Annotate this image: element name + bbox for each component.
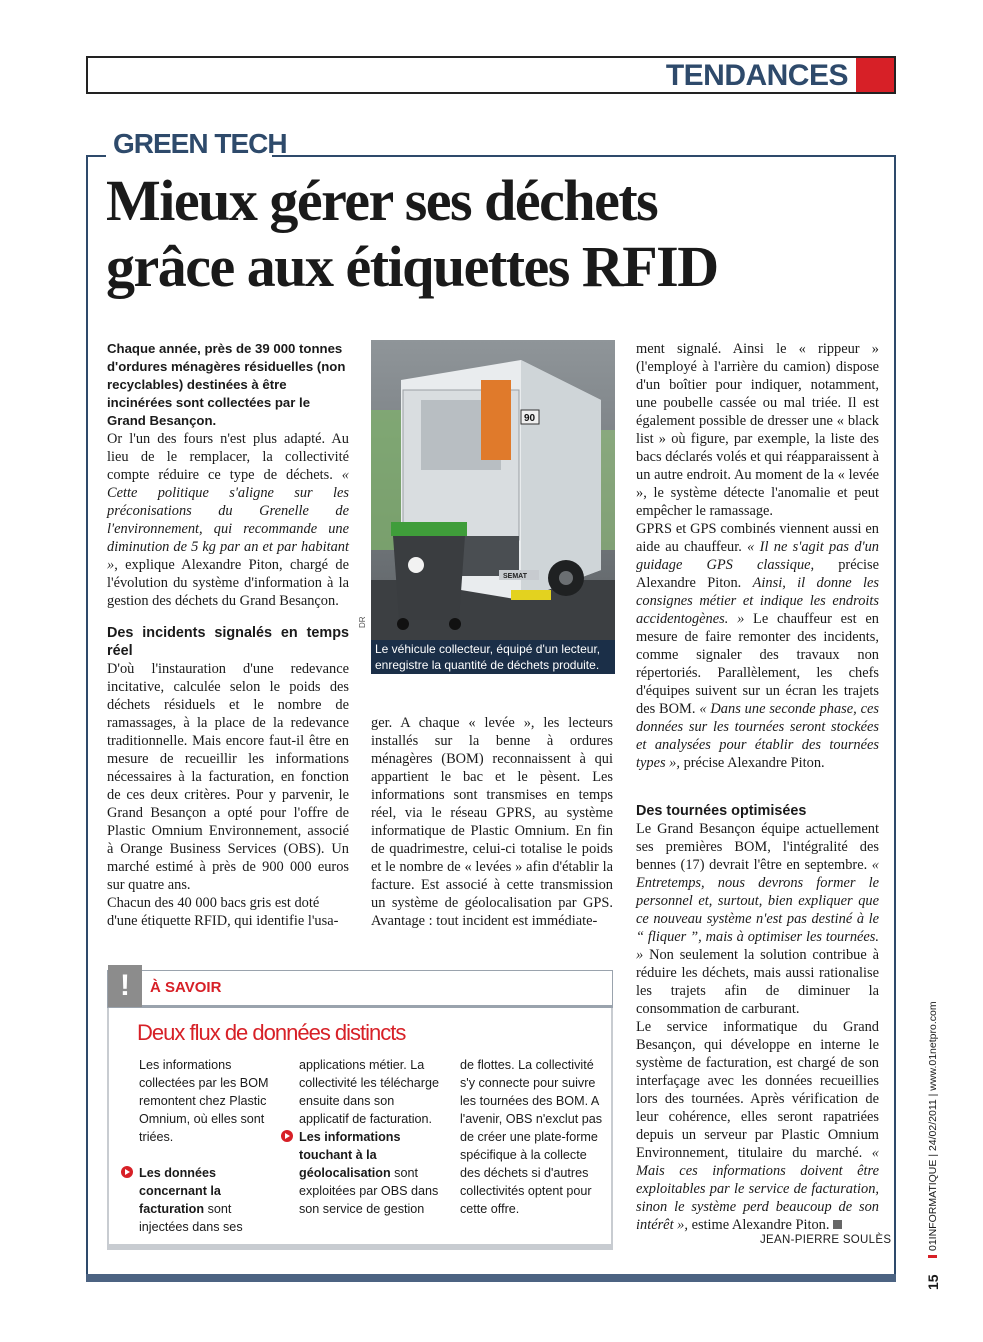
paragraph: ger. A chaque « levée », les lecteurs installés sur la benne à ordures ménagères (BOM) reconnaissent à qui appartient le bac et le pèsent. Les informations sont transmises en temps réel, via le réseau GPRS, au système informatique de Plastic Omnium. En fin de quadrimestre, celui-ci totalise le poids et le nombre de « levées » afin d'établir la facture. Est associé à cette transmission un système de géolocalisation par GPS. Avantage : tout incident est immédiate-	[371, 715, 613, 929]
paragraph-text: Le Grand Besançon équipe actuellement ses premières BOM, l'intégralité des bennes (17) devrait l'être en septembre.	[636, 821, 879, 873]
paragraph-text: Non seulement la solution contribue à réduire les déchets, mais aussi rationalise les trajets afin de diminuer la consommation de carburant.	[636, 947, 879, 1017]
box-bold: Les données concernant la facturation	[139, 1166, 221, 1216]
paragraph-text: estime Alexandre Piton.	[687, 1217, 830, 1233]
folio-accent	[928, 1255, 937, 1258]
paragraph-text: Le chauffeur est en mesure de faire remonter des incidents, comme signaler des travaux non répertoriés. Parallèlement, les chefs d'équipes suivent sur un écran les trajets des BOM.	[636, 611, 879, 717]
exclamation-icon: !	[108, 965, 142, 1007]
rubric-label: GREEN TECH	[113, 128, 287, 159]
paragraph-text: précise Alexandre Piton.	[636, 557, 879, 591]
box-paragraph	[139, 1164, 279, 1236]
truck-number: 90	[524, 413, 536, 424]
title-line-1: Mieux gérer ses déchets	[106, 168, 658, 233]
box-paragraph: de flottes. La collectivité s'y connecte pour suivre les tournées des BOM. A l'avenir, OBS n'exclut pas de créer une plate-forme spécifique à la collecte des déchets si d'autres collectivités optent pour cette offre.	[460, 1058, 603, 1216]
a-savoir-header	[107, 970, 613, 1008]
paragraph-text: GPRS et GPS combinés viennent aussi en aide au chauffeur.	[636, 521, 879, 555]
box-paragraph: applications métier. La collectivité les télécharge ensuite dans son applicatif de facturation.	[299, 1058, 440, 1126]
column-1-section	[107, 624, 349, 930]
a-savoir-column-1	[139, 1056, 279, 1236]
paragraph: D'où l'instauration d'une redevance incitative, calculée selon le poids des déchets résiduels et le nombre de ramassages, à la place de la redevance traditionnelle. Mais encore faut-il être en mesure de recueillir les informations nécessaires à la facturation, en fonction de ces deux critères. Pour y parvenir, le Grand Besançon a opté pour l'offre de Plastic Omnium Environnement, associé à Orange Business Services (OBS). Un marché estimé à près de 900 000 euros sur quatre ans.	[107, 661, 349, 893]
section-accent-block	[856, 58, 894, 92]
quote: « Dans une seconde phase, ces données sur les tournées seront stockées et analysées pour établir des tournées types »,	[636, 701, 879, 771]
quote: « Cette politique s'aligne sur les préconisations du Grenelle de l'environnement, qui recommande une diminution de 5 kg par an et par habitant »	[107, 467, 349, 573]
paragraph-text: Or l'un des fours n'est plus adapté. Au lieu de le remplacer, la collectivité compte réduire ce type de déchets.	[107, 431, 349, 483]
section-header	[86, 56, 896, 94]
box-paragraph	[299, 1128, 447, 1218]
box-text: sont exploitées par OBS dans son service de gestion	[299, 1166, 439, 1216]
box-text: sont injectées dans ses	[139, 1202, 243, 1234]
subhead-incidents: Des incidents signalés en temps réel	[107, 625, 349, 659]
frame-rule-left	[86, 155, 106, 157]
author-signature: JEAN-PIERRE SOULÈS	[760, 1234, 892, 1246]
article-title	[106, 168, 866, 300]
a-savoir-column-2	[299, 1056, 447, 1218]
column-1	[107, 340, 349, 610]
quote: « Il ne s'agit pas d'un guidage GPS classique,	[636, 539, 879, 573]
quote: Ainsi, il donne les consignes métier et indique les endroits accidentogènes. »	[636, 575, 879, 627]
photo-credit: DR	[358, 616, 367, 628]
paragraph	[636, 520, 879, 772]
folio	[927, 1001, 939, 1258]
truck-illustration	[371, 340, 615, 640]
arrow-bullet-icon	[281, 1130, 293, 1142]
arrow-bullet-icon	[121, 1166, 133, 1178]
frame-bottom-rule	[86, 1274, 896, 1282]
lead-paragraph: Chaque année, près de 39 000 tonnes d'ordures ménagères résiduelles (non recyclables) destinées à être incinérées sont collectées par le Grand Besançon.	[107, 341, 346, 428]
a-savoir-label: À SAVOIR	[150, 979, 222, 996]
quote: « Mais ces informations doivent être exploitables par le service de facturation, sinon le système perd beaucoup de son intérêt »,	[636, 1145, 879, 1233]
paragraph: Chacun des 40 000 bacs gris est doté d'une étiquette RFID, qui identifie l'usa-	[107, 895, 339, 929]
frame-rule-right	[272, 155, 896, 157]
column-2	[371, 714, 613, 930]
paragraph-text: précise Alexandre Piton.	[679, 755, 825, 771]
paragraph	[636, 820, 879, 1018]
column-3	[636, 340, 879, 772]
folio-text: 01INFORMATIQUE | 24/02/2011 | www.01netpro.com	[927, 1001, 939, 1251]
end-mark-icon	[833, 1220, 842, 1229]
section-label: TENDANCES	[665, 59, 848, 92]
box-paragraph: Les informations collectées par les BOM remontent chez Plastic Omnium, où elles sont triées.	[139, 1058, 269, 1144]
paragraph-text: Le service informatique du Grand Besançon, qui développe en interne le système de facturation, est chargé de son interfaçage avec les données recueillies lors des tournées. Après vérification de leur cohérence, elles seront rapatriées depuis un serveur par Plastic Omnium Environnement, titulaire du marché.	[636, 1019, 879, 1161]
title-line-2: grâce aux étiquettes RFID	[106, 234, 718, 299]
a-savoir-column-3	[460, 1056, 610, 1218]
page-number: 15	[925, 1274, 941, 1290]
a-savoir-title: Deux flux de données distincts	[137, 1020, 406, 1045]
column-3-section	[636, 802, 879, 1234]
truck-brand: SEMAT	[503, 573, 527, 580]
subhead-tournees: Des tournées optimisées	[636, 803, 807, 819]
paragraph-text: , explique Alexandre Piton, chargé de l'évolution du système d'information à la gestion des déchets du Grand Besançon.	[107, 557, 349, 609]
a-savoir-box	[107, 970, 613, 1250]
photo-caption: Le véhicule collecteur, équipé d'un lecteur, enregistre la quantité de déchets produite.	[371, 640, 615, 674]
paragraph: ment signalé. Ainsi le « rippeur » (l'employé à l'arrière du camion) dispose d'un boîtier pour indiquer, notamment, une poubelle cassée ou mal triée. Il est également possible de dresser une « black list » où figure, par exemple, la liste des bacs déclarés volés et qui réapparaissent à un autre endroit. Au moment de la « levée », le système détecte l'anomalie et peut empêcher le ramassage.	[636, 341, 879, 519]
paragraph	[636, 1018, 879, 1234]
quote: « Entretemps, nous devrons former le personnel et, surtout, bien expliquer que ce nouveau système n'est pas destiné à le “ fliquer ”, mais à optimiser les tournées. »	[636, 857, 879, 963]
truck-photo	[371, 340, 615, 640]
box-bold: Les informations touchant à la géolocalisation	[299, 1130, 401, 1180]
paragraph	[107, 430, 349, 610]
